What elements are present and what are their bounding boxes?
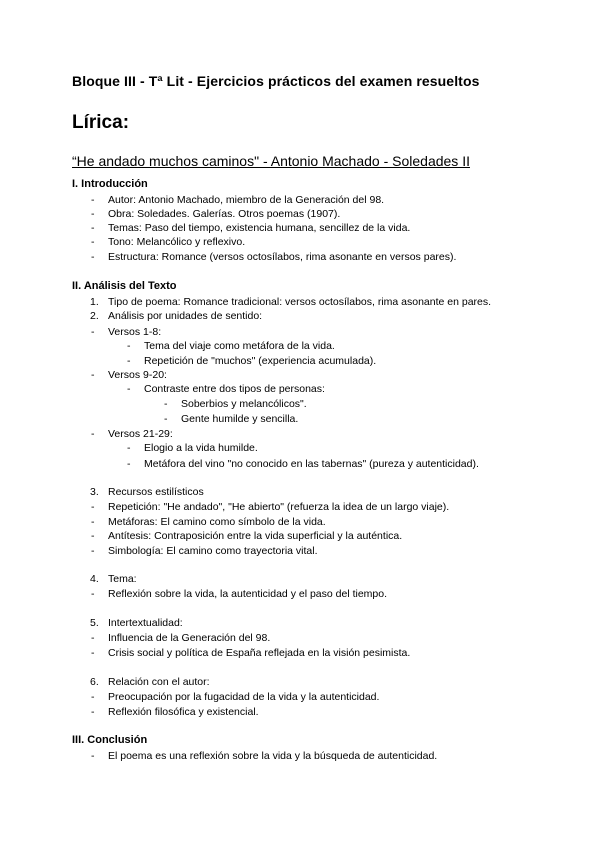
bullet-dash: -	[127, 442, 131, 454]
bullet-dash: -	[91, 236, 95, 248]
list-item: Temas: Paso del tiempo, existencia humana, sencillez de la vida.	[108, 222, 411, 234]
list-item: Soberbios y melancólicos".	[181, 398, 307, 410]
bullet-dash: -	[127, 458, 131, 470]
list-item: Versos 1-8:	[108, 326, 162, 338]
list-item: Tipo de poema: Romance tradicional: versos octosílabos, rima asonante en pares.	[108, 296, 492, 308]
bullet-dash: -	[91, 222, 95, 234]
list-item: Tono: Melancólico y reflexivo.	[108, 236, 246, 248]
list-number: 6.	[90, 676, 99, 688]
poem-heading: “He andado muchos caminos" - Antonio Machado - Soledades II	[72, 153, 470, 169]
section-title-conclusion: III. Conclusión	[72, 734, 148, 746]
list-item: Versos 21-29:	[108, 428, 173, 440]
bullet-dash: -	[127, 340, 131, 352]
section-title-intro: I. Introducción	[72, 178, 148, 190]
bullet-dash: -	[164, 398, 168, 410]
bullet-dash: -	[91, 706, 95, 718]
list-item: Gente humilde y sencilla.	[181, 413, 299, 425]
list-item: Recursos estilísticos	[108, 486, 204, 498]
bullet-dash: -	[91, 691, 95, 703]
list-item: Tema:	[108, 573, 137, 585]
list-item: Reflexión sobre la vida, la autenticidad y el paso del tiempo.	[108, 588, 387, 600]
section-heading-lirica: Lírica:	[72, 112, 130, 133]
list-item: Estructura: Romance (versos octosílabos, rima asonante en versos pares).	[108, 251, 457, 263]
list-item: Autor: Antonio Machado, miembro de la Generación del 98.	[108, 194, 385, 206]
bullet-dash: -	[91, 632, 95, 644]
bullet-dash: -	[91, 428, 95, 440]
list-item: Relación con el autor:	[108, 676, 210, 688]
list-number: 2.	[90, 310, 99, 322]
bullet-dash: -	[91, 516, 95, 528]
list-item: Obra: Soledades. Galerías. Otros poemas (1907).	[108, 208, 341, 220]
list-item: Repetición de "muchos" (experiencia acumulada).	[144, 355, 377, 367]
list-item: Versos 9-20:	[108, 369, 167, 381]
list-item: Tema del viaje como metáfora de la vida.	[144, 340, 335, 352]
bullet-dash: -	[91, 647, 95, 659]
bullet-dash: -	[91, 588, 95, 600]
document-title: Bloque III - Tª Lit - Ejercicios prácticos del examen resueltos	[72, 73, 480, 89]
bullet-dash: -	[91, 501, 95, 513]
bullet-dash: -	[91, 530, 95, 542]
list-item: Antítesis: Contraposición entre la vida superficial y la auténtica.	[108, 530, 403, 542]
list-item: Repetición: "He andado", "He abierto" (refuerza la idea de un largo viaje).	[108, 501, 450, 513]
list-item: Elogio a la vida humilde.	[144, 442, 258, 454]
list-number: 5.	[90, 617, 99, 629]
bullet-dash: -	[164, 413, 168, 425]
bullet-dash: -	[91, 750, 95, 762]
bullet-dash: -	[91, 545, 95, 557]
bullet-dash: -	[91, 194, 95, 206]
list-item: Simbología: El camino como trayectoria vital.	[108, 545, 318, 557]
bullet-dash: -	[91, 369, 95, 381]
list-number: 4.	[90, 573, 99, 585]
section-title-analysis: II. Análisis del Texto	[72, 280, 177, 292]
list-item: Preocupación por la fugacidad de la vida y la autenticidad.	[108, 691, 380, 703]
list-item: Contraste entre dos tipos de personas:	[144, 383, 325, 395]
list-item: Metáfora del vino "no conocido en las tabernas" (pureza y autenticidad).	[144, 458, 479, 470]
list-number: 1.	[90, 296, 99, 308]
list-number: 3.	[90, 486, 99, 498]
bullet-dash: -	[91, 326, 95, 338]
list-item: Reflexión filosófica y existencial.	[108, 706, 259, 718]
list-item: Influencia de la Generación del 98.	[108, 632, 271, 644]
list-item: Metáforas: El camino como símbolo de la vida.	[108, 516, 326, 528]
bullet-dash: -	[127, 355, 131, 367]
list-item: Intertextualidad:	[108, 617, 183, 629]
bullet-dash: -	[127, 383, 131, 395]
list-item: Análisis por unidades de sentido:	[108, 310, 263, 322]
bullet-dash: -	[91, 208, 95, 220]
list-item: El poema es una reflexión sobre la vida y la búsqueda de autenticidad.	[108, 750, 438, 762]
bullet-dash: -	[91, 251, 95, 263]
list-item: Crisis social y política de España reflejada en la visión pesimista.	[108, 647, 411, 659]
